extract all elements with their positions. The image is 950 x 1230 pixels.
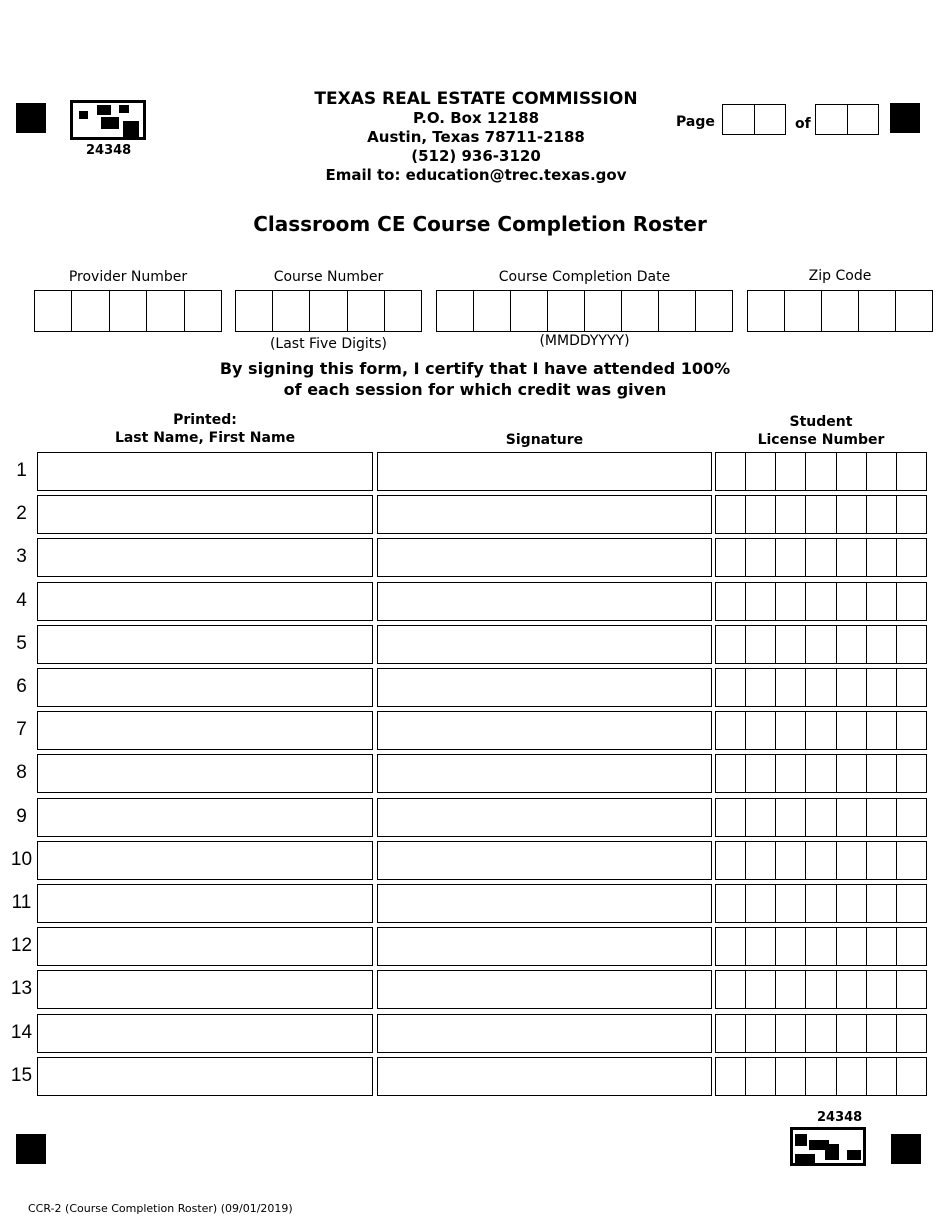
name-column-header [37,411,373,447]
row-number: 3 [16,546,27,568]
name-field[interactable] [37,970,373,1009]
license-digit-box[interactable] [836,496,866,533]
license-digit-box[interactable] [745,583,775,620]
license-digit-box[interactable] [716,626,745,663]
zip-digit-box[interactable] [748,291,784,331]
license-digit-box[interactable] [896,1015,926,1052]
license-digit-box[interactable] [866,885,896,922]
name-field[interactable] [37,582,373,621]
license-number-field[interactable] [715,1014,927,1053]
license-digit-box[interactable] [716,799,745,836]
license-digit-box[interactable] [745,971,775,1008]
license-digit-box[interactable] [896,583,926,620]
license-digit-box[interactable] [866,453,896,490]
license-number-field[interactable] [715,841,927,880]
license-digit-box[interactable] [775,1015,805,1052]
license-digit-box[interactable] [896,799,926,836]
license-digit-box[interactable] [896,755,926,792]
license-digit-box[interactable] [745,539,775,576]
license-digit-box[interactable] [866,799,896,836]
signature-field[interactable] [377,927,712,966]
license-digit-box[interactable] [836,712,866,749]
license-digit-box[interactable] [836,1058,866,1095]
form-id-bottom: 24348 [817,1110,863,1125]
signature-field[interactable] [377,754,712,793]
license-digit-box[interactable] [775,755,805,792]
signature-field[interactable] [377,495,712,534]
license-digit-box[interactable] [836,453,866,490]
completion-date-field[interactable] [436,290,733,332]
row-number: 14 [10,1021,33,1043]
license-digit-box[interactable] [866,755,896,792]
provider-number-label: Provider Number [68,269,188,285]
name-field[interactable] [37,1014,373,1053]
license-digit-box[interactable] [745,885,775,922]
certification-statement [175,358,775,400]
signature-column-header: Signature [505,432,584,448]
license-digit-box[interactable] [866,496,896,533]
certification-line-2: of each session for which credit was given [283,380,667,399]
provider-digit-box[interactable] [35,291,71,331]
license-digit-box[interactable] [716,669,745,706]
row-number: 1 [16,460,27,481]
license-digit-box[interactable] [775,1058,805,1095]
agency-header [250,90,702,185]
license-digit-box[interactable] [775,453,805,490]
signature-field[interactable] [377,1014,712,1053]
registration-mark-bottom-left [16,1134,46,1164]
zip-code-label: Zip Code [808,268,872,284]
name-header-line-1: Printed: [173,412,237,428]
signature-field[interactable] [377,625,712,664]
license-digit-box[interactable] [716,755,745,792]
license-number-field[interactable] [715,1057,927,1096]
signature-field[interactable] [377,452,712,491]
license-number-field[interactable] [715,452,927,491]
zip-digit-box[interactable] [784,291,821,331]
license-number-field[interactable] [715,538,927,577]
license-digit-box[interactable] [836,583,866,620]
total-digit-box[interactable] [816,105,847,134]
total-digit-box[interactable] [847,105,879,134]
course-digit-box[interactable] [309,291,346,331]
license-number-field[interactable] [715,711,927,750]
row-number: 2 [16,503,27,525]
name-field[interactable] [37,668,373,707]
license-digit-box[interactable] [836,971,866,1008]
license-digit-box[interactable] [836,626,866,663]
license-digit-box[interactable] [745,626,775,663]
date-digit-box[interactable] [584,291,621,331]
date-digit-box[interactable] [547,291,584,331]
provider-digit-box[interactable] [146,291,183,331]
signature-field[interactable] [377,798,712,837]
license-digit-box[interactable] [775,669,805,706]
signature-field[interactable] [377,1057,712,1096]
of-label: of [795,116,811,132]
license-digit-box[interactable] [805,496,835,533]
name-field[interactable] [37,495,373,534]
license-digit-box[interactable] [745,1015,775,1052]
registration-mark-top-left [16,103,46,133]
license-digit-box[interactable] [716,971,745,1008]
license-digit-box[interactable] [805,799,835,836]
license-digit-box[interactable] [836,669,866,706]
page-label: Page [676,114,715,130]
row-number: 9 [16,805,27,827]
zip-digit-box[interactable] [858,291,895,331]
license-digit-box[interactable] [716,453,745,490]
form-title: Classroom CE Course Completion Roster [253,212,707,236]
license-digit-box[interactable] [896,885,926,922]
license-digit-box[interactable] [805,755,835,792]
license-digit-box[interactable] [775,842,805,879]
license-digit-box[interactable] [866,539,896,576]
certification-line-1: By signing this form, I certify that I have attended 100% [219,359,731,378]
license-digit-box[interactable] [896,712,926,749]
registration-mark-top-right [890,103,920,133]
signature-field[interactable] [377,668,712,707]
barcode-top [70,100,146,140]
license-digit-box[interactable] [716,1015,745,1052]
provider-digit-box[interactable] [109,291,146,331]
completion-date-hint: (MMDDYYYY) [539,333,630,349]
license-digit-box[interactable] [866,669,896,706]
name-field[interactable] [37,798,373,837]
address-line-2: Austin, Texas 78711-2188 [367,128,585,146]
license-digit-box[interactable] [716,583,745,620]
date-digit-box[interactable] [437,291,473,331]
row-number: 10 [10,848,33,870]
name-field[interactable] [37,452,373,491]
license-digit-box[interactable] [896,669,926,706]
course-digit-box[interactable] [347,291,384,331]
row-number: 13 [10,978,33,1000]
date-digit-box[interactable] [510,291,547,331]
provider-digit-box[interactable] [71,291,108,331]
license-digit-box[interactable] [745,928,775,965]
license-digit-box[interactable] [745,496,775,533]
license-digit-box[interactable] [716,539,745,576]
license-digit-box[interactable] [745,669,775,706]
license-digit-box[interactable] [866,1058,896,1095]
license-digit-box[interactable] [745,799,775,836]
license-digit-box[interactable] [805,842,835,879]
license-digit-box[interactable] [716,842,745,879]
license-digit-box[interactable] [866,842,896,879]
course-number-hint: (Last Five Digits) [269,336,388,352]
license-number-field[interactable] [715,884,927,923]
row-number: 11 [11,892,32,913]
license-digit-box[interactable] [775,539,805,576]
license-digit-box[interactable] [836,842,866,879]
license-digit-box[interactable] [716,885,745,922]
name-field[interactable] [37,625,373,664]
license-digit-box[interactable] [896,971,926,1008]
license-digit-box[interactable] [836,1015,866,1052]
row-number: 15 [10,1064,33,1086]
name-field[interactable] [37,538,373,577]
license-digit-box[interactable] [866,712,896,749]
license-digit-box[interactable] [836,799,866,836]
license-digit-box[interactable] [745,842,775,879]
license-digit-box[interactable] [805,583,835,620]
email-address: Email to: education@trec.texas.gov [325,166,627,184]
date-digit-box[interactable] [658,291,695,331]
completion-date-label: Course Completion Date [498,269,671,285]
license-digit-box[interactable] [745,1058,775,1095]
course-number-field[interactable] [235,290,422,332]
license-digit-box[interactable] [805,928,835,965]
license-digit-box[interactable] [836,885,866,922]
name-field[interactable] [37,754,373,793]
barcode-bottom [790,1127,866,1166]
license-digit-box[interactable] [775,971,805,1008]
license-digit-box[interactable] [805,712,835,749]
signature-field[interactable] [377,970,712,1009]
date-digit-box[interactable] [695,291,732,331]
license-digit-box[interactable] [836,928,866,965]
license-digit-box[interactable] [716,1058,745,1095]
license-digit-box[interactable] [805,539,835,576]
form-id-top: 24348 [86,143,132,158]
address-line-1: P.O. Box 12188 [412,109,540,127]
license-digit-box[interactable] [836,539,866,576]
row-number: 8 [16,762,27,784]
signature-field[interactable] [377,884,712,923]
page-number-field[interactable] [722,104,786,135]
license-digit-box[interactable] [805,1015,835,1052]
license-digit-box[interactable] [836,755,866,792]
license-digit-box[interactable] [896,453,926,490]
name-field[interactable] [37,841,373,880]
license-digit-box[interactable] [896,1058,926,1095]
signature-field[interactable] [377,841,712,880]
page-digit-box[interactable] [754,105,786,134]
date-digit-box[interactable] [473,291,510,331]
date-digit-box[interactable] [621,291,658,331]
name-field[interactable] [37,711,373,750]
name-field[interactable] [37,884,373,923]
license-digit-box[interactable] [745,755,775,792]
row-number: 6 [16,676,27,697]
license-column-header [715,413,927,449]
signature-field[interactable] [377,538,712,577]
license-digit-box[interactable] [896,539,926,576]
license-digit-box[interactable] [745,712,775,749]
license-digit-box[interactable] [805,971,835,1008]
license-digit-box[interactable] [805,626,835,663]
license-number-field[interactable] [715,668,927,707]
row-number: 5 [16,632,27,654]
license-digit-box[interactable] [866,971,896,1008]
name-header-line-2: Last Name, First Name [114,430,296,446]
license-number-field[interactable] [715,970,927,1009]
license-number-field[interactable] [715,582,927,621]
form-footer: CCR-2 (Course Completion Roster) (09/01/2019) [28,1202,293,1215]
zip-code-field[interactable] [747,290,933,332]
license-digit-box[interactable] [896,496,926,533]
row-number: 4 [16,589,27,611]
license-number-field[interactable] [715,798,927,837]
license-digit-box[interactable] [866,1015,896,1052]
provider-number-field[interactable] [34,290,222,332]
license-digit-box[interactable] [896,928,926,965]
row-number: 12 [10,935,33,957]
registration-mark-bottom-right [891,1134,921,1164]
license-digit-box[interactable] [896,842,926,879]
name-field[interactable] [37,927,373,966]
zip-digit-box[interactable] [895,291,932,331]
license-digit-box[interactable] [775,928,805,965]
license-digit-box[interactable] [775,712,805,749]
license-digit-box[interactable] [716,712,745,749]
license-number-field[interactable] [715,495,927,534]
license-digit-box[interactable] [775,583,805,620]
license-digit-box[interactable] [775,885,805,922]
license-number-field[interactable] [715,927,927,966]
license-number-field[interactable] [715,625,927,664]
course-digit-box[interactable] [272,291,309,331]
page-digit-box[interactable] [723,105,754,134]
signature-field[interactable] [377,582,712,621]
total-pages-field[interactable] [815,104,879,135]
license-header-line-2: License Number [757,432,885,448]
license-digit-box[interactable] [805,453,835,490]
signature-field[interactable] [377,711,712,750]
license-digit-box[interactable] [805,1058,835,1095]
license-digit-box[interactable] [716,928,745,965]
agency-name: TEXAS REAL ESTATE COMMISSION [314,89,638,109]
zip-digit-box[interactable] [821,291,858,331]
license-digit-box[interactable] [805,885,835,922]
license-digit-box[interactable] [866,928,896,965]
phone-number: (512) 936-3120 [411,147,541,165]
course-number-label: Course Number [273,269,384,285]
license-digit-box[interactable] [716,496,745,533]
provider-digit-box[interactable] [184,291,221,331]
course-digit-box[interactable] [384,291,421,331]
license-digit-box[interactable] [775,496,805,533]
name-field[interactable] [37,1057,373,1096]
license-header-line-1: Student [789,414,853,430]
license-digit-box[interactable] [805,669,835,706]
license-number-field[interactable] [715,754,927,793]
license-digit-box[interactable] [866,583,896,620]
course-digit-box[interactable] [236,291,272,331]
row-number: 7 [16,719,27,741]
license-digit-box[interactable] [896,626,926,663]
license-digit-box[interactable] [745,453,775,490]
license-digit-box[interactable] [866,626,896,663]
license-digit-box[interactable] [775,799,805,836]
license-digit-box[interactable] [775,626,805,663]
